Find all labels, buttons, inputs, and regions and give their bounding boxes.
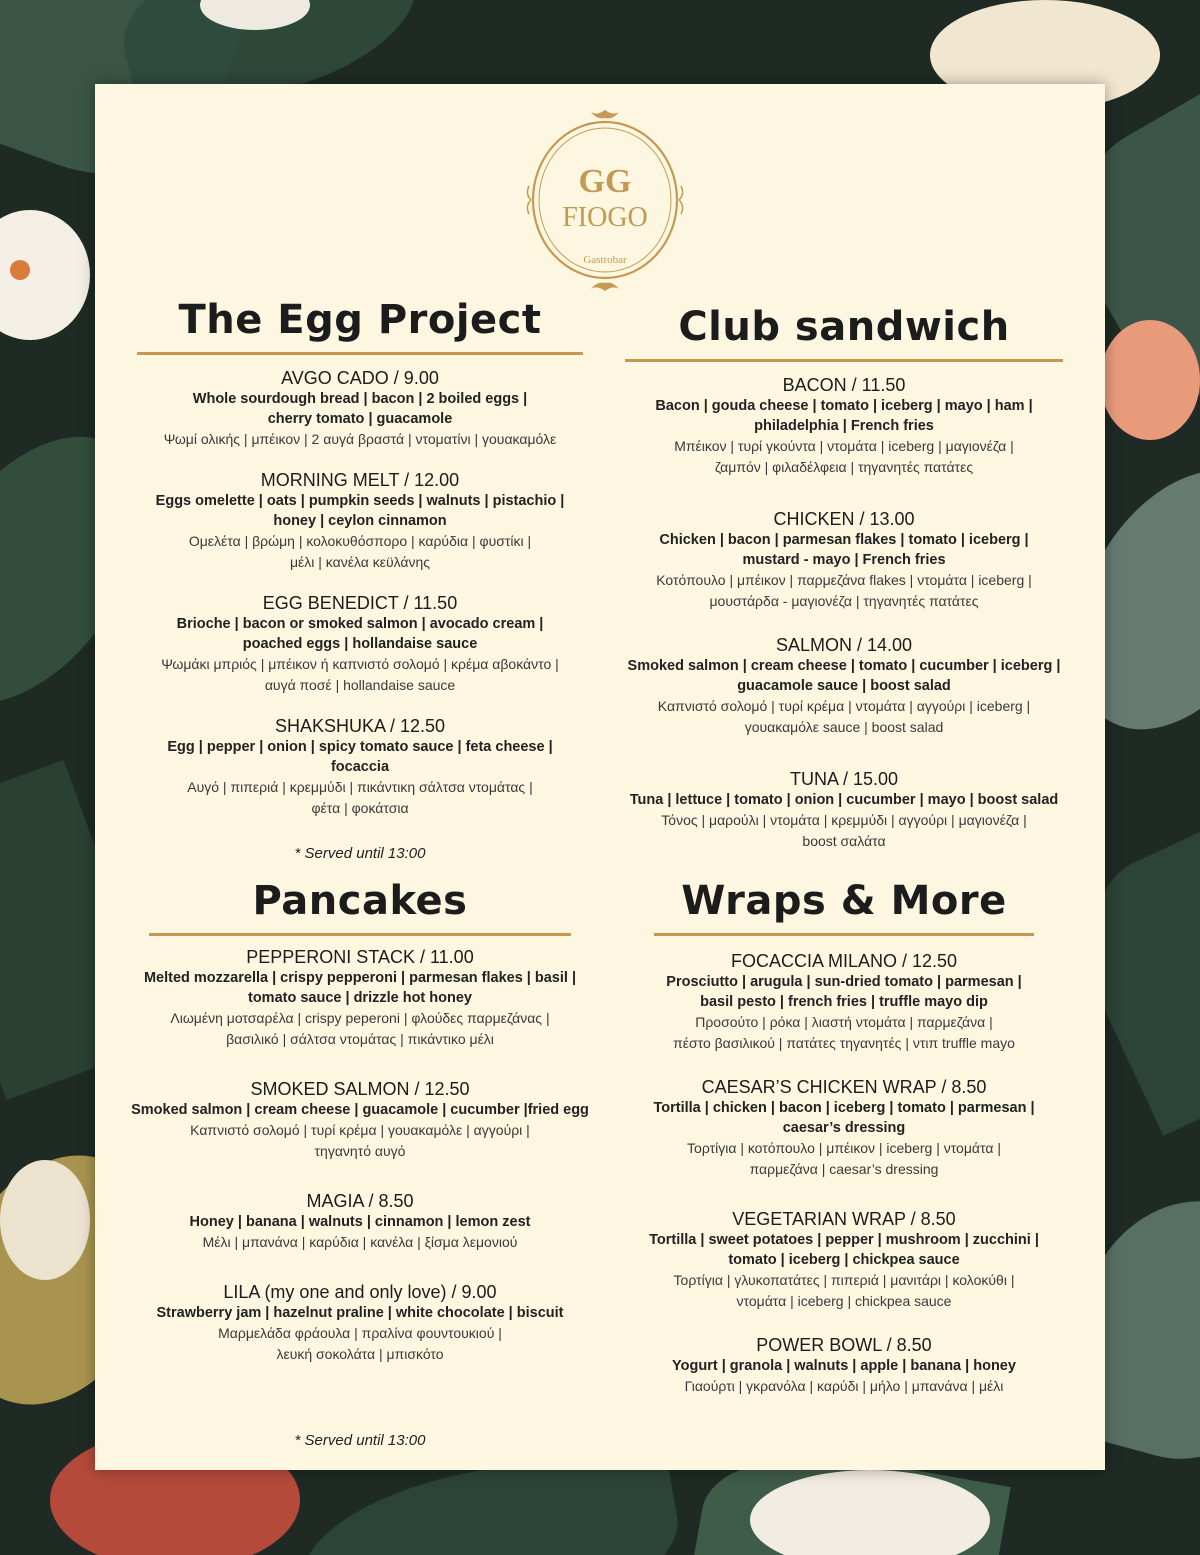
menu-item	[137, 367, 583, 450]
section-title: Pancakes	[252, 878, 468, 924]
menu-item-ingredients-gr: Γιαούρτι | γκρανόλα | καρύδι | μήλο | μπανάνα | μέλι	[684, 1378, 1004, 1394]
menu-item-ingredients-en: Brioche | bacon or smoked salmon | avocado cream |	[176, 616, 544, 632]
menu-item-ingredients-gr: Προσούτο | ρόκα | λιαστή ντομάτα | παρμεζάνα |	[695, 1014, 993, 1030]
menu-item-ingredients-en: Smoked salmon | cream cheese | tomato | cucumber | iceberg |	[627, 658, 1061, 674]
title-divider	[137, 352, 583, 355]
menu-item-ingredients-gr: Ψωμί ολικής | μπέικον | 2 αυγά βραστά | ντοματίνι | γουακαμόλε	[163, 431, 557, 447]
menu-item-title: SHAKSHUKA / 12.50	[274, 716, 446, 736]
menu-item	[625, 634, 1063, 738]
menu-item-title: PEPPERONI STACK / 11.00	[246, 947, 474, 967]
menu-item-ingredients-en: honey | ceylon cinnamon	[273, 513, 447, 529]
logo-name: FIOGO	[562, 202, 648, 233]
menu-item-ingredients-en: Tuna | lettuce | tomato | onion | cucumber | mayo | boost salad	[629, 792, 1059, 808]
served-until-note: * Served until 13:00	[294, 1432, 426, 1449]
menu-item-ingredients-gr: Μαρμελάδα φράουλα | πραλίνα φουντουκιού |	[218, 1325, 502, 1341]
menu-item-ingredients-gr: Τορτίγια | κοτόπουλο | μπέικον | iceberg | ντομάτα |	[687, 1140, 1001, 1156]
menu-item-ingredients-en: guacamole sauce | boost salad	[737, 678, 951, 694]
menu-item-ingredients-gr: Ομελέτα | βρώμη | κολοκυθόσπορο | καρύδια | φυστίκι |	[188, 533, 532, 549]
menu-item-ingredients-gr: Τορτίγια | γλυκοπατάτες | πιπεριά | μανιτάρι | κολοκύθι |	[673, 1272, 1015, 1288]
menu-item-title: VEGETARIAN WRAP / 8.50	[732, 1209, 956, 1229]
menu-item-ingredients-gr: παρμεζάνα | caesar’s dressing	[749, 1161, 939, 1177]
title-divider	[654, 933, 1034, 936]
menu-item-title: CHICKEN / 13.00	[773, 509, 915, 529]
menu-item-ingredients-en: mustard - mayo | French fries	[742, 552, 946, 568]
section-wraps-more	[625, 877, 1063, 1397]
menu-item-ingredients-gr: αυγά ποσέ | hollandaise sauce	[264, 677, 456, 693]
menu-item-ingredients-gr: Μέλι | μπανάνα | καρύδια | κανέλα | ξίσμα λεμονιού	[202, 1234, 518, 1250]
menu-item-title: MORNING MELT / 12.00	[260, 470, 460, 490]
menu-item-ingredients-gr: μέλι | κανέλα κεϋλάνης	[289, 554, 431, 570]
menu-item-ingredients-en: Whole sourdough bread | bacon | 2 boiled eggs |	[192, 391, 528, 407]
menu-item-ingredients-gr: τηγανητό αυγό	[314, 1143, 406, 1159]
menu-item	[625, 1334, 1063, 1397]
section-egg-project	[137, 296, 583, 819]
menu-item-ingredients-en: Bacon | gouda cheese | tomato | iceberg | mayo | ham |	[655, 398, 1033, 414]
menu-item-title: FOCACCIA MILANO / 12.50	[730, 951, 958, 971]
menu-item-ingredients-gr: Λιωμένη μοτσαρέλα | crispy peperoni | φλούδες παρμεζάνας |	[170, 1010, 550, 1026]
menu-item-title: CAESAR’S CHICKEN WRAP / 8.50	[701, 1077, 987, 1097]
section-pancakes	[130, 877, 590, 1365]
section-club-sandwich	[625, 303, 1063, 852]
menu-item-ingredients-en: tomato sauce | drizzle hot honey	[247, 990, 472, 1006]
menu-item	[137, 715, 583, 819]
menu-item-ingredients-en: Chicken | bacon | parmesan flakes | tomato | iceberg |	[659, 532, 1029, 548]
logo-monogram: GG	[578, 163, 632, 200]
menu-item-ingredients-en: caesar’s dressing	[782, 1120, 906, 1136]
menu-item-title: SALMON / 14.00	[775, 635, 913, 655]
menu-item-title: LILA (my one and only love) / 9.00	[223, 1282, 497, 1302]
menu-item-ingredients-en: Yogurt | granola | walnuts | apple | banana | honey	[672, 1358, 1016, 1374]
menu-item-ingredients-gr: Καπνιστό σολομό | τυρί κρέμα | γουακαμόλε | αγγούρι |	[190, 1122, 530, 1138]
menu-item-ingredients-gr: Καπνιστό σολομό | τυρί κρέμα | ντομάτα | αγγούρι | iceberg |	[657, 698, 1031, 714]
served-until-note: * Served until 13:00	[294, 845, 426, 862]
title-divider	[149, 933, 571, 936]
menu-item-title: TUNA / 15.00	[789, 769, 899, 789]
menu-item	[625, 1076, 1063, 1180]
menu-item-title: EGG BENEDICT / 11.50	[262, 593, 458, 613]
menu-item-title: AVGO CADO / 9.00	[281, 368, 439, 388]
menu-item-ingredients-gr: ντομάτα | iceberg | chickpea sauce	[736, 1293, 952, 1309]
menu-item-ingredients-gr: φέτα | φοκάτσια	[311, 800, 409, 816]
menu-item-ingredients-en: Egg | pepper | onion | spicy tomato sauce | feta cheese | focaccia	[167, 739, 553, 775]
menu-item-ingredients-en: Smoked salmon | cream cheese | guacamole | cucumber |fried egg	[131, 1102, 589, 1118]
menu-item-title: SMOKED SALMON / 12.50	[250, 1079, 470, 1099]
menu-item-ingredients-en: Honey | banana | walnuts | cinnamon | lemon zest	[189, 1214, 531, 1230]
menu-item	[130, 1281, 590, 1365]
menu-item-ingredients-en: Tortilla | chicken | bacon | iceberg | tomato | parmesan |	[653, 1100, 1035, 1116]
menu-item-ingredients-gr: ζαμπόν | φιλαδέλφεια | τηγανητές πατάτες	[714, 459, 974, 475]
menu-item-ingredients-gr: Τόνος | μαρούλι | ντομάτα | κρεμμύδι | αγγούρι | μαγιονέζα |	[661, 812, 1027, 828]
menu-item-ingredients-en: cherry tomato | guacamole	[267, 411, 453, 427]
menu-item-ingredients-gr: λευκή σοκολάτα | μπισκότο	[276, 1346, 444, 1362]
title-divider	[625, 359, 1063, 362]
menu-item-ingredients-gr: πέστο βασιλικού | πατάτες τηγανητές | ντιπ truffle mayo	[673, 1035, 1015, 1051]
menu-item-ingredients-en: tomato | iceberg | chickpea sauce	[728, 1252, 960, 1268]
menu-item-ingredients-en: basil pesto | french fries | truffle mayo dip	[700, 994, 988, 1010]
section-title: The Egg Project	[178, 297, 542, 343]
menu-item-ingredients-en: poached eggs | hollandaise sauce	[242, 636, 478, 652]
menu-item-ingredients-en: Prosciutto | arugula | sun-dried tomato | parmesan |	[666, 974, 1022, 990]
menu-item-ingredients-en: Strawberry jam | hazelnut praline | white chocolate | biscuit	[156, 1305, 564, 1321]
menu-item-ingredients-en: philadelphia | French fries	[754, 418, 934, 434]
menu-item	[625, 768, 1063, 852]
menu-item-ingredients-gr: Κοτόπουλο | μπέικον | παρμεζάνα flakes | ντομάτα | iceberg |	[656, 572, 1032, 588]
menu-item	[130, 1190, 590, 1253]
menu-item	[625, 374, 1063, 478]
menu-item-ingredients-gr: βασιλικό | σάλτσα ντομάτας | πικάντικο μέλι	[226, 1031, 494, 1047]
fiogo-logo	[520, 108, 690, 293]
menu-item-title: POWER BOWL / 8.50	[756, 1335, 932, 1355]
section-title: Wraps & More	[681, 878, 1007, 924]
menu-item-ingredients-gr: Αυγό | πιπεριά | κρεμμύδι | πικάντικη σάλτσα ντομάτας |	[187, 779, 533, 795]
menu-item-title: BACON / 11.50	[782, 375, 906, 395]
menu-item-ingredients-gr: Ψωμάκι μπριός | μπέικον ή καπνιστό σολομό | κρέμα αβοκάντο |	[161, 656, 559, 672]
menu-item-ingredients-gr: boost σαλάτα	[802, 833, 886, 849]
menu-item-title: MAGIA / 8.50	[306, 1191, 414, 1211]
menu-item-ingredients-en: Tortilla | sweet potatoes | pepper | mushroom | zucchini |	[649, 1232, 1039, 1248]
menu-item	[130, 946, 590, 1050]
menu-item	[130, 1078, 590, 1162]
menu-item	[137, 592, 583, 696]
menu-item-ingredients-gr: Μπέικον | τυρί γκούντα | ντομάτα | iceberg | μαγιονέζα |	[674, 438, 1014, 454]
menu-item	[625, 1208, 1063, 1312]
logo-tagline: Gastrobar	[583, 254, 627, 266]
menu-item-ingredients-en: Eggs omelette | oats | pumpkin seeds | walnuts | pistachio |	[155, 493, 565, 509]
menu-item-ingredients-gr: γουακαμόλε sauce | boost salad	[744, 719, 944, 735]
menu-item	[137, 469, 583, 573]
menu-item	[625, 508, 1063, 612]
menu-item	[625, 950, 1063, 1054]
section-title: Club sandwich	[678, 304, 1010, 350]
menu-item-ingredients-gr: μουστάρδα - μαγιονέζα | τηγανητές πατάτες	[709, 593, 979, 609]
menu-item-ingredients-en: Melted mozzarella | crispy pepperoni | parmesan flakes | basil |	[143, 970, 577, 986]
